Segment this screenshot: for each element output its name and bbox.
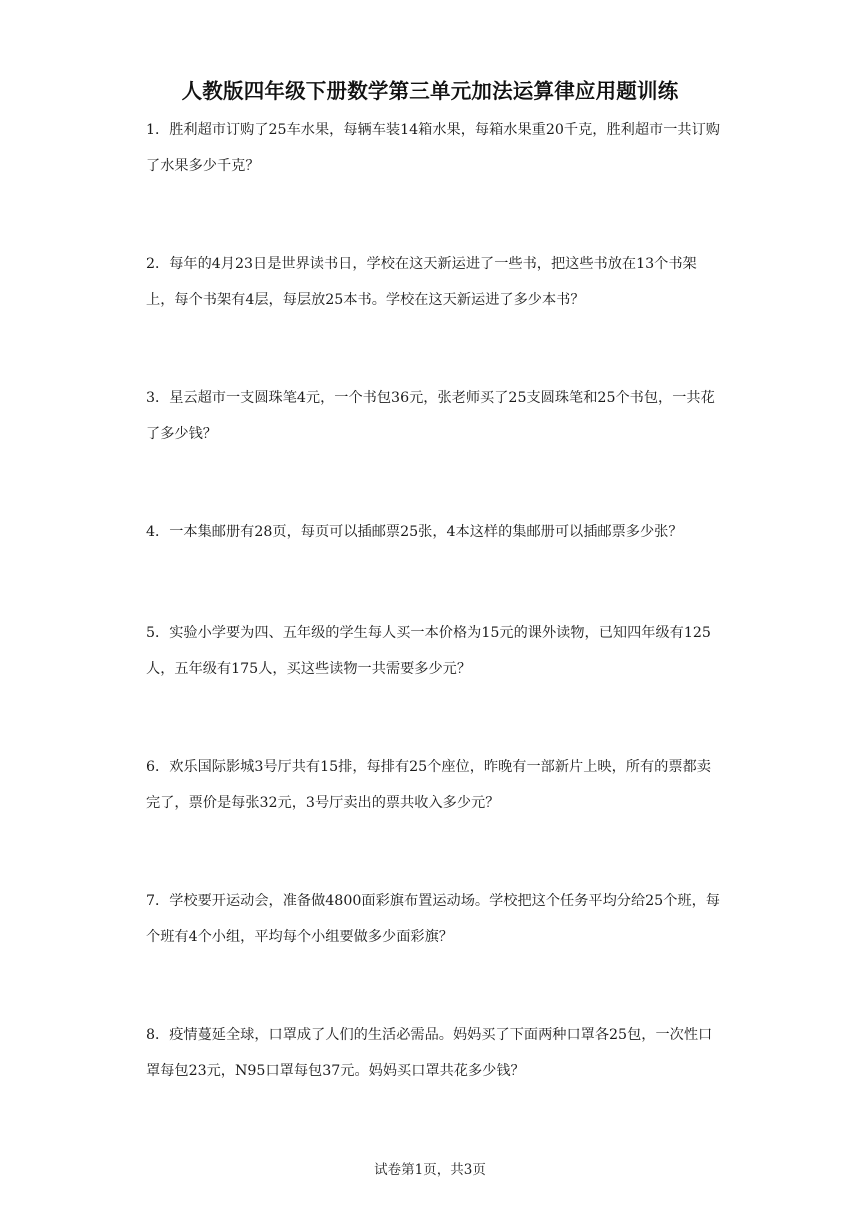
question-1: 1．胜利超市订购了25车水果，每辆车装14箱水果，每箱水果重20千克，胜利超市一共订购了水果多少千克？ bbox=[146, 122, 720, 174]
question-7: 7．学校要开运动会，准备做4800面彩旗布置运动场。学校把这个任务平均分给25个班，每个班有4个小组，平均每个小组要做多少面彩旗？ bbox=[146, 893, 720, 945]
document-title: 人教版四年级下册数学第三单元加法运算律应用题训练 bbox=[181, 79, 679, 103]
question-8: 8．疫情蔓延全球，口罩成了人们的生活必需品。妈妈买了下面两种口罩各25包，一次性口罩每包23元，N95口罩每包37元。妈妈买口罩共花多少钱？ bbox=[146, 1027, 713, 1079]
question-4: 4．一本集邮册有28页，每页可以插邮票25张，4本这样的集邮册可以插邮票多少张？ bbox=[146, 524, 683, 540]
question-6: 6．欢乐国际影城3号厅共有15排，每排有25个座位，昨晚有一部新片上映，所有的票都卖完了，票价是每张32元，3号厅卖出的票共收入多少元？ bbox=[146, 759, 711, 811]
page-footer: 试卷第1页，共3页 bbox=[374, 1162, 486, 1178]
question-5: 5．实验小学要为四、五年级的学生每人买一本价格为15元的课外读物，已知四年级有125人，五年级有175人，买这些读物一共需要多少元？ bbox=[146, 625, 711, 677]
question-3: 3．星云超市一支圆珠笔4元，一个书包36元，张老师买了25支圆珠笔和25个书包，一共花了多少钱？ bbox=[146, 390, 715, 442]
question-2: 2．每年的4月23日是世界读书日，学校在这天新运进了一些书，把这些书放在13个书架上，每个书架有4层，每层放25本书。学校在这天新运进了多少本书？ bbox=[146, 256, 697, 308]
